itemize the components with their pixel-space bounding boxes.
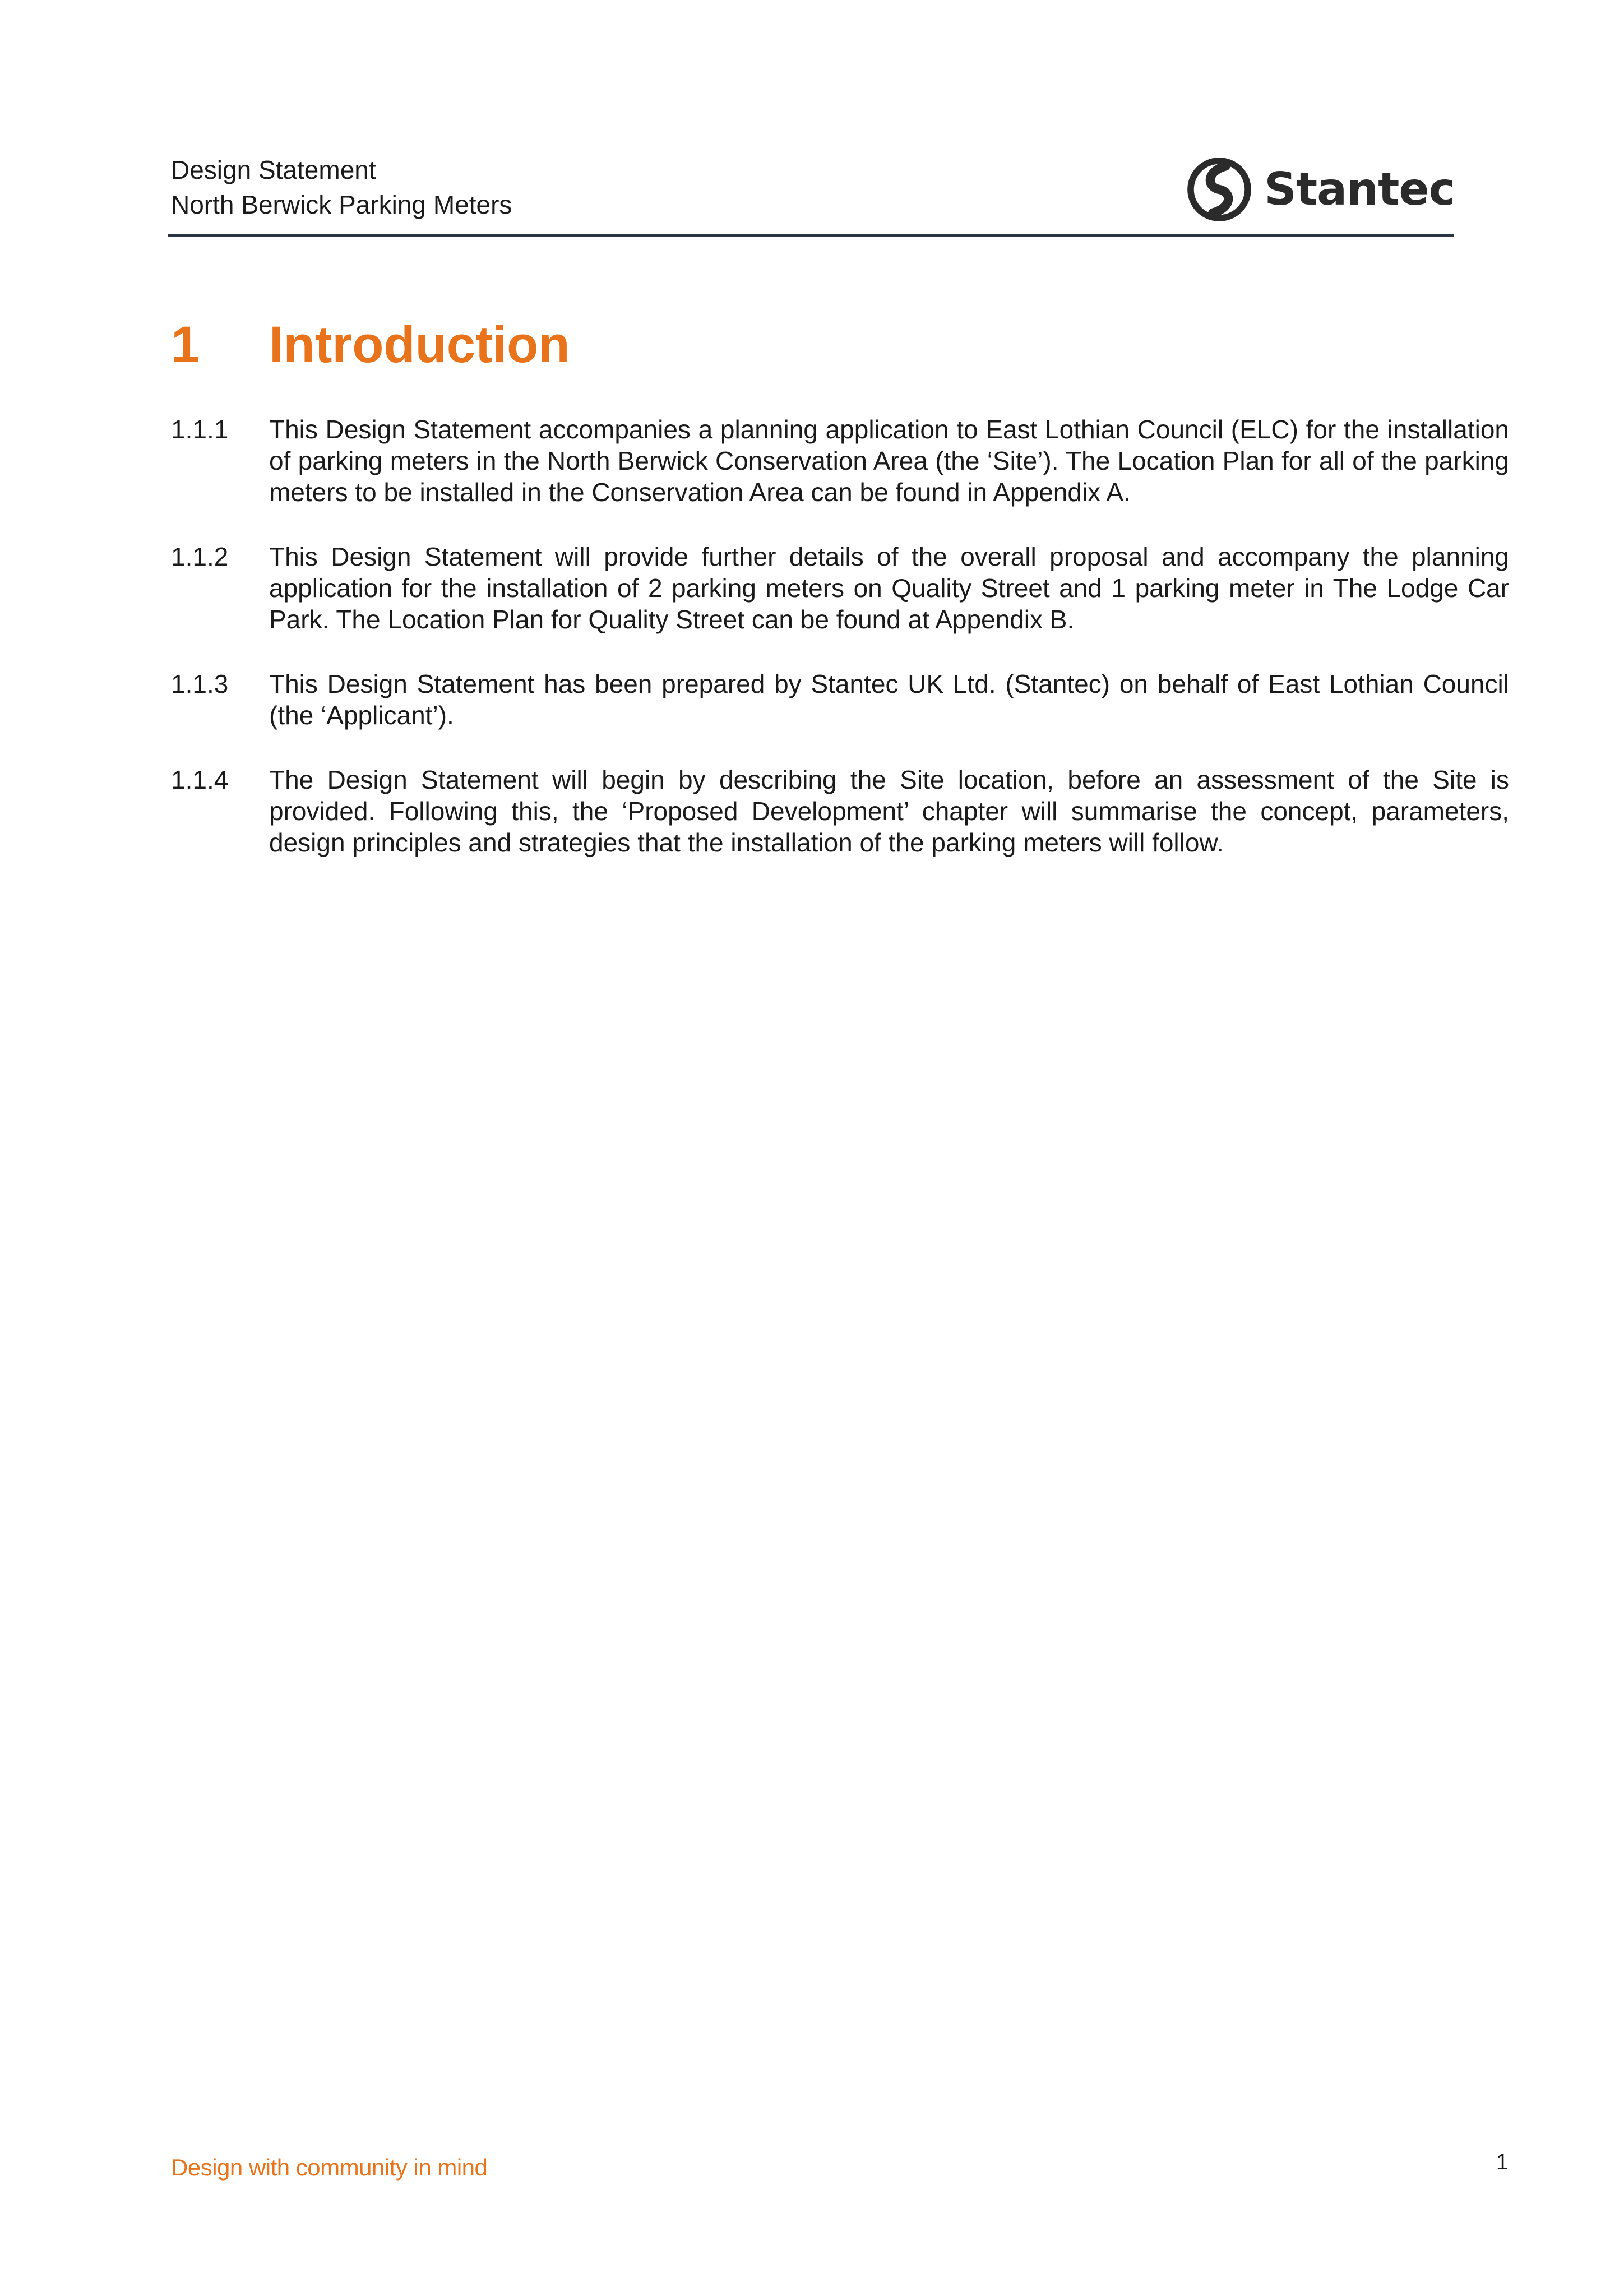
paragraph-text: The Design Statement will begin by describing the Site location, before an assessment of the Site is provided. Following this, the ‘Proposed Development’ chapter will summarise the concept, parameters, design principles and strategies that the installation of the parking meters will follow. xyxy=(269,765,1509,857)
header-title-block xyxy=(171,152,512,222)
page-number: 1 xyxy=(1496,2150,1509,2174)
paragraph xyxy=(171,541,1509,635)
paragraph xyxy=(171,668,1509,731)
paragraph-text: This Design Statement accompanies a planning application to East Lothian Council (ELC) for the installation of parking meters in the North Berwick Conservation Area (the ‘Site’). The Location Plan for all of the parking meters to be installed in the Conservation Area can be found in Appendix A. xyxy=(269,415,1509,507)
section-number: 1 xyxy=(171,316,200,373)
paragraph-number: 1.1.2 xyxy=(171,542,229,571)
paragraph xyxy=(171,414,1509,508)
header-divider xyxy=(168,234,1454,237)
paragraph-text: This Design Statement has been prepared by Stantec UK Ltd. (Stantec) on behalf of East Lothian Council (the ‘Applicant’). xyxy=(269,669,1509,730)
document-subtitle: North Berwick Parking Meters xyxy=(171,190,512,219)
stantec-logo xyxy=(1187,156,1455,223)
footer-tagline: Design with community in mind xyxy=(171,2154,488,2181)
page-header xyxy=(171,150,1455,237)
paragraph-number: 1.1.3 xyxy=(171,669,229,698)
document-title: Design Statement xyxy=(171,155,376,184)
section-title: Introduction xyxy=(269,316,570,373)
section-heading xyxy=(171,314,570,376)
paragraph-number: 1.1.1 xyxy=(171,415,229,444)
paragraph xyxy=(171,764,1509,858)
logo-wordmark: Stantec xyxy=(1264,163,1455,215)
paragraph-text: This Design Statement will provide further details of the overall proposal and accompany the planning application for the installation of 2 parking meters on Quality Street and 1 parking meter in The Lodge Car Park. The Location Plan for Quality Street can be found at Appendix B. xyxy=(269,542,1509,634)
paragraph-number: 1.1.4 xyxy=(171,765,229,794)
body-content xyxy=(171,414,1509,891)
stantec-logo-icon xyxy=(1187,157,1252,222)
